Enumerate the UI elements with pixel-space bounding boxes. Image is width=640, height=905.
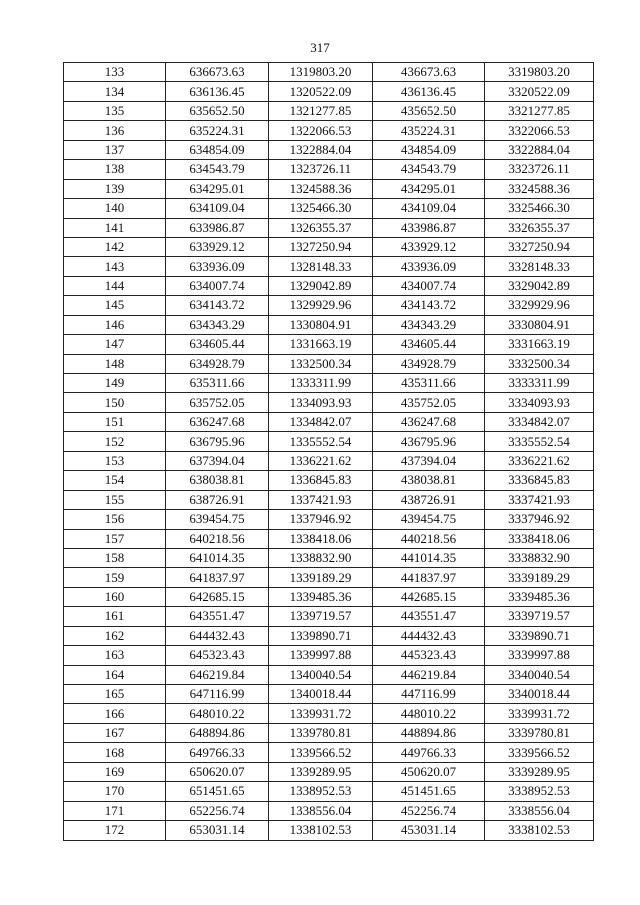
coordinates-table-body [64,63,594,841]
point-number-cell: 170 [64,782,166,801]
point-number-cell: 166 [64,704,166,723]
point-number-cell: 135 [64,101,166,120]
y2-coordinate-cell: 3338556.04 [485,801,594,820]
x-coordinate-cell: 640218.56 [166,529,269,548]
x-coordinate-cell: 648894.86 [166,723,269,742]
y-coordinate-cell: 1331663.19 [269,335,373,354]
x-coordinate-cell: 634143.72 [166,296,269,315]
table-row [64,568,594,587]
point-number-cell: 156 [64,510,166,529]
x-coordinate-cell: 636136.45 [166,82,269,101]
y2-coordinate-cell: 3339931.72 [485,704,594,723]
coordinates-table [63,62,594,841]
table-row [64,412,594,431]
x2-coordinate-cell: 435752.05 [373,393,485,412]
table-row [64,121,594,140]
y2-coordinate-cell: 3340018.44 [485,685,594,704]
x2-coordinate-cell: 437394.04 [373,451,485,470]
table-row [64,782,594,801]
x2-coordinate-cell: 434928.79 [373,354,485,373]
y2-coordinate-cell: 3336845.83 [485,471,594,490]
x2-coordinate-cell: 446219.84 [373,665,485,684]
y2-coordinate-cell: 3339780.81 [485,723,594,742]
x-coordinate-cell: 639454.75 [166,510,269,529]
point-number-cell: 149 [64,374,166,393]
point-number-cell: 168 [64,743,166,762]
y2-coordinate-cell: 3333311.99 [485,374,594,393]
table-row [64,335,594,354]
table-row [64,140,594,159]
y-coordinate-cell: 1337946.92 [269,510,373,529]
point-number-cell: 150 [64,393,166,412]
y-coordinate-cell: 1334842.07 [269,412,373,431]
point-number-cell: 167 [64,723,166,742]
x-coordinate-cell: 653031.14 [166,821,269,840]
table-row [64,471,594,490]
x-coordinate-cell: 646219.84 [166,665,269,684]
y2-coordinate-cell: 3337421.93 [485,490,594,509]
point-number-cell: 138 [64,160,166,179]
x2-coordinate-cell: 448010.22 [373,704,485,723]
y-coordinate-cell: 1333311.99 [269,374,373,393]
x-coordinate-cell: 637394.04 [166,451,269,470]
y2-coordinate-cell: 3329929.96 [485,296,594,315]
y-coordinate-cell: 1336845.83 [269,471,373,490]
y-coordinate-cell: 1320522.09 [269,82,373,101]
point-number-cell: 159 [64,568,166,587]
point-number-cell: 142 [64,237,166,256]
table-row [64,626,594,645]
x2-coordinate-cell: 441014.35 [373,548,485,567]
y2-coordinate-cell: 3322884.04 [485,140,594,159]
x2-coordinate-cell: 436673.63 [373,63,485,82]
point-number-cell: 145 [64,296,166,315]
table-row [64,704,594,723]
x2-coordinate-cell: 445323.43 [373,646,485,665]
y2-coordinate-cell: 3339189.29 [485,568,594,587]
table-row [64,762,594,781]
x2-coordinate-cell: 443551.47 [373,607,485,626]
y2-coordinate-cell: 3326355.37 [485,218,594,237]
x2-coordinate-cell: 436136.45 [373,82,485,101]
y2-coordinate-cell: 3339289.95 [485,762,594,781]
table-row [64,801,594,820]
table-row [64,665,594,684]
point-number-cell: 144 [64,276,166,295]
y-coordinate-cell: 1327250.94 [269,237,373,256]
y2-coordinate-cell: 3339719.57 [485,607,594,626]
y2-coordinate-cell: 3334842.07 [485,412,594,431]
x2-coordinate-cell: 435311.66 [373,374,485,393]
y2-coordinate-cell: 3338102.53 [485,821,594,840]
y2-coordinate-cell: 3325466.30 [485,199,594,218]
table-row [64,393,594,412]
y-coordinate-cell: 1339997.88 [269,646,373,665]
y2-coordinate-cell: 3335552.54 [485,432,594,451]
point-number-cell: 162 [64,626,166,645]
y2-coordinate-cell: 3319803.20 [485,63,594,82]
x2-coordinate-cell: 440218.56 [373,529,485,548]
x2-coordinate-cell: 434109.04 [373,199,485,218]
x2-coordinate-cell: 444432.43 [373,626,485,645]
x2-coordinate-cell: 433986.87 [373,218,485,237]
point-number-cell: 147 [64,335,166,354]
x-coordinate-cell: 638038.81 [166,471,269,490]
y-coordinate-cell: 1328148.33 [269,257,373,276]
y-coordinate-cell: 1339485.36 [269,587,373,606]
x2-coordinate-cell: 433936.09 [373,257,485,276]
x-coordinate-cell: 643551.47 [166,607,269,626]
point-number-cell: 158 [64,548,166,567]
x-coordinate-cell: 634543.79 [166,160,269,179]
table-row [64,63,594,82]
x-coordinate-cell: 651451.65 [166,782,269,801]
x-coordinate-cell: 634007.74 [166,276,269,295]
x-coordinate-cell: 634854.09 [166,140,269,159]
y2-coordinate-cell: 3338418.06 [485,529,594,548]
x-coordinate-cell: 635224.31 [166,121,269,140]
y2-coordinate-cell: 3338832.90 [485,548,594,567]
x2-coordinate-cell: 434343.29 [373,315,485,334]
y-coordinate-cell: 1338832.90 [269,548,373,567]
point-number-cell: 157 [64,529,166,548]
y2-coordinate-cell: 3320522.09 [485,82,594,101]
y2-coordinate-cell: 3339997.88 [485,646,594,665]
y2-coordinate-cell: 3338952.53 [485,782,594,801]
y2-coordinate-cell: 3339890.71 [485,626,594,645]
y2-coordinate-cell: 3339566.52 [485,743,594,762]
y2-coordinate-cell: 3322066.53 [485,121,594,140]
x-coordinate-cell: 641014.35 [166,548,269,567]
y-coordinate-cell: 1322884.04 [269,140,373,159]
table-row [64,315,594,334]
table-row [64,354,594,373]
point-number-cell: 161 [64,607,166,626]
point-number-cell: 165 [64,685,166,704]
x-coordinate-cell: 633936.09 [166,257,269,276]
point-number-cell: 171 [64,801,166,820]
x2-coordinate-cell: 434854.09 [373,140,485,159]
y-coordinate-cell: 1330804.91 [269,315,373,334]
x-coordinate-cell: 648010.22 [166,704,269,723]
y-coordinate-cell: 1334093.93 [269,393,373,412]
x2-coordinate-cell: 451451.65 [373,782,485,801]
point-number-cell: 140 [64,199,166,218]
table-row [64,646,594,665]
x-coordinate-cell: 634605.44 [166,335,269,354]
x-coordinate-cell: 636673.63 [166,63,269,82]
table-row [64,276,594,295]
x-coordinate-cell: 650620.07 [166,762,269,781]
x2-coordinate-cell: 452256.74 [373,801,485,820]
y-coordinate-cell: 1338556.04 [269,801,373,820]
x-coordinate-cell: 633929.12 [166,237,269,256]
y-coordinate-cell: 1322066.53 [269,121,373,140]
x2-coordinate-cell: 439454.75 [373,510,485,529]
point-number-cell: 151 [64,412,166,431]
y2-coordinate-cell: 3321277.85 [485,101,594,120]
x-coordinate-cell: 635752.05 [166,393,269,412]
x-coordinate-cell: 634109.04 [166,199,269,218]
table-row [64,490,594,509]
table-row [64,548,594,567]
y-coordinate-cell: 1321277.85 [269,101,373,120]
point-number-cell: 146 [64,315,166,334]
y-coordinate-cell: 1323726.11 [269,160,373,179]
y2-coordinate-cell: 3336221.62 [485,451,594,470]
x2-coordinate-cell: 449766.33 [373,743,485,762]
table-row [64,451,594,470]
y-coordinate-cell: 1339719.57 [269,607,373,626]
point-number-cell: 169 [64,762,166,781]
point-number-cell: 134 [64,82,166,101]
point-number-cell: 143 [64,257,166,276]
y-coordinate-cell: 1336221.62 [269,451,373,470]
x-coordinate-cell: 638726.91 [166,490,269,509]
x-coordinate-cell: 634295.01 [166,179,269,198]
point-number-cell: 139 [64,179,166,198]
x2-coordinate-cell: 436795.96 [373,432,485,451]
table-row [64,82,594,101]
table-row [64,587,594,606]
y2-coordinate-cell: 3339485.36 [485,587,594,606]
x-coordinate-cell: 634343.29 [166,315,269,334]
x2-coordinate-cell: 434143.72 [373,296,485,315]
y-coordinate-cell: 1338102.53 [269,821,373,840]
y-coordinate-cell: 1339931.72 [269,704,373,723]
x-coordinate-cell: 633986.87 [166,218,269,237]
point-number-cell: 163 [64,646,166,665]
x2-coordinate-cell: 435224.31 [373,121,485,140]
x2-coordinate-cell: 436247.68 [373,412,485,431]
y2-coordinate-cell: 3340040.54 [485,665,594,684]
y2-coordinate-cell: 3332500.34 [485,354,594,373]
point-number-cell: 133 [64,63,166,82]
x-coordinate-cell: 645323.43 [166,646,269,665]
y-coordinate-cell: 1335552.54 [269,432,373,451]
point-number-cell: 153 [64,451,166,470]
table-row [64,160,594,179]
x-coordinate-cell: 649766.33 [166,743,269,762]
y2-coordinate-cell: 3327250.94 [485,237,594,256]
y2-coordinate-cell: 3331663.19 [485,335,594,354]
point-number-cell: 141 [64,218,166,237]
x2-coordinate-cell: 434605.44 [373,335,485,354]
table-row [64,743,594,762]
point-number-cell: 155 [64,490,166,509]
y-coordinate-cell: 1332500.34 [269,354,373,373]
table-row [64,685,594,704]
y-coordinate-cell: 1340040.54 [269,665,373,684]
y2-coordinate-cell: 3328148.33 [485,257,594,276]
y-coordinate-cell: 1339189.29 [269,568,373,587]
y2-coordinate-cell: 3330804.91 [485,315,594,334]
y2-coordinate-cell: 3329042.89 [485,276,594,295]
x2-coordinate-cell: 433929.12 [373,237,485,256]
x-coordinate-cell: 641837.97 [166,568,269,587]
y2-coordinate-cell: 3337946.92 [485,510,594,529]
y-coordinate-cell: 1326355.37 [269,218,373,237]
x-coordinate-cell: 636247.68 [166,412,269,431]
x2-coordinate-cell: 447116.99 [373,685,485,704]
point-number-cell: 152 [64,432,166,451]
table-row [64,179,594,198]
y2-coordinate-cell: 3323726.11 [485,160,594,179]
y-coordinate-cell: 1339890.71 [269,626,373,645]
table-row [64,199,594,218]
x-coordinate-cell: 647116.99 [166,685,269,704]
y-coordinate-cell: 1337421.93 [269,490,373,509]
x2-coordinate-cell: 438726.91 [373,490,485,509]
point-number-cell: 160 [64,587,166,606]
table-row [64,821,594,840]
table-row [64,510,594,529]
x-coordinate-cell: 635311.66 [166,374,269,393]
y-coordinate-cell: 1338952.53 [269,782,373,801]
x2-coordinate-cell: 441837.97 [373,568,485,587]
x-coordinate-cell: 634928.79 [166,354,269,373]
x2-coordinate-cell: 434543.79 [373,160,485,179]
table-row [64,607,594,626]
table-row [64,432,594,451]
table-row [64,218,594,237]
x2-coordinate-cell: 453031.14 [373,821,485,840]
table-row [64,374,594,393]
y-coordinate-cell: 1329042.89 [269,276,373,295]
y-coordinate-cell: 1338418.06 [269,529,373,548]
table-row [64,296,594,315]
point-number-cell: 154 [64,471,166,490]
point-number-cell: 164 [64,665,166,684]
table-row [64,101,594,120]
table-row [64,529,594,548]
x-coordinate-cell: 636795.96 [166,432,269,451]
y2-coordinate-cell: 3334093.93 [485,393,594,412]
x-coordinate-cell: 642685.15 [166,587,269,606]
y-coordinate-cell: 1339780.81 [269,723,373,742]
y-coordinate-cell: 1325466.30 [269,199,373,218]
y-coordinate-cell: 1329929.96 [269,296,373,315]
x2-coordinate-cell: 434007.74 [373,276,485,295]
point-number-cell: 148 [64,354,166,373]
x-coordinate-cell: 652256.74 [166,801,269,820]
x2-coordinate-cell: 442685.15 [373,587,485,606]
x2-coordinate-cell: 435652.50 [373,101,485,120]
x2-coordinate-cell: 438038.81 [373,471,485,490]
y-coordinate-cell: 1324588.36 [269,179,373,198]
y-coordinate-cell: 1319803.20 [269,63,373,82]
y2-coordinate-cell: 3324588.36 [485,179,594,198]
y-coordinate-cell: 1339289.95 [269,762,373,781]
x-coordinate-cell: 635652.50 [166,101,269,120]
x2-coordinate-cell: 448894.86 [373,723,485,742]
table-row [64,257,594,276]
y-coordinate-cell: 1339566.52 [269,743,373,762]
page-number: 317 [310,40,330,55]
table-row [64,723,594,742]
point-number-cell: 172 [64,821,166,840]
x2-coordinate-cell: 450620.07 [373,762,485,781]
point-number-cell: 136 [64,121,166,140]
table-row [64,237,594,256]
x2-coordinate-cell: 434295.01 [373,179,485,198]
x-coordinate-cell: 644432.43 [166,626,269,645]
y-coordinate-cell: 1340018.44 [269,685,373,704]
point-number-cell: 137 [64,140,166,159]
